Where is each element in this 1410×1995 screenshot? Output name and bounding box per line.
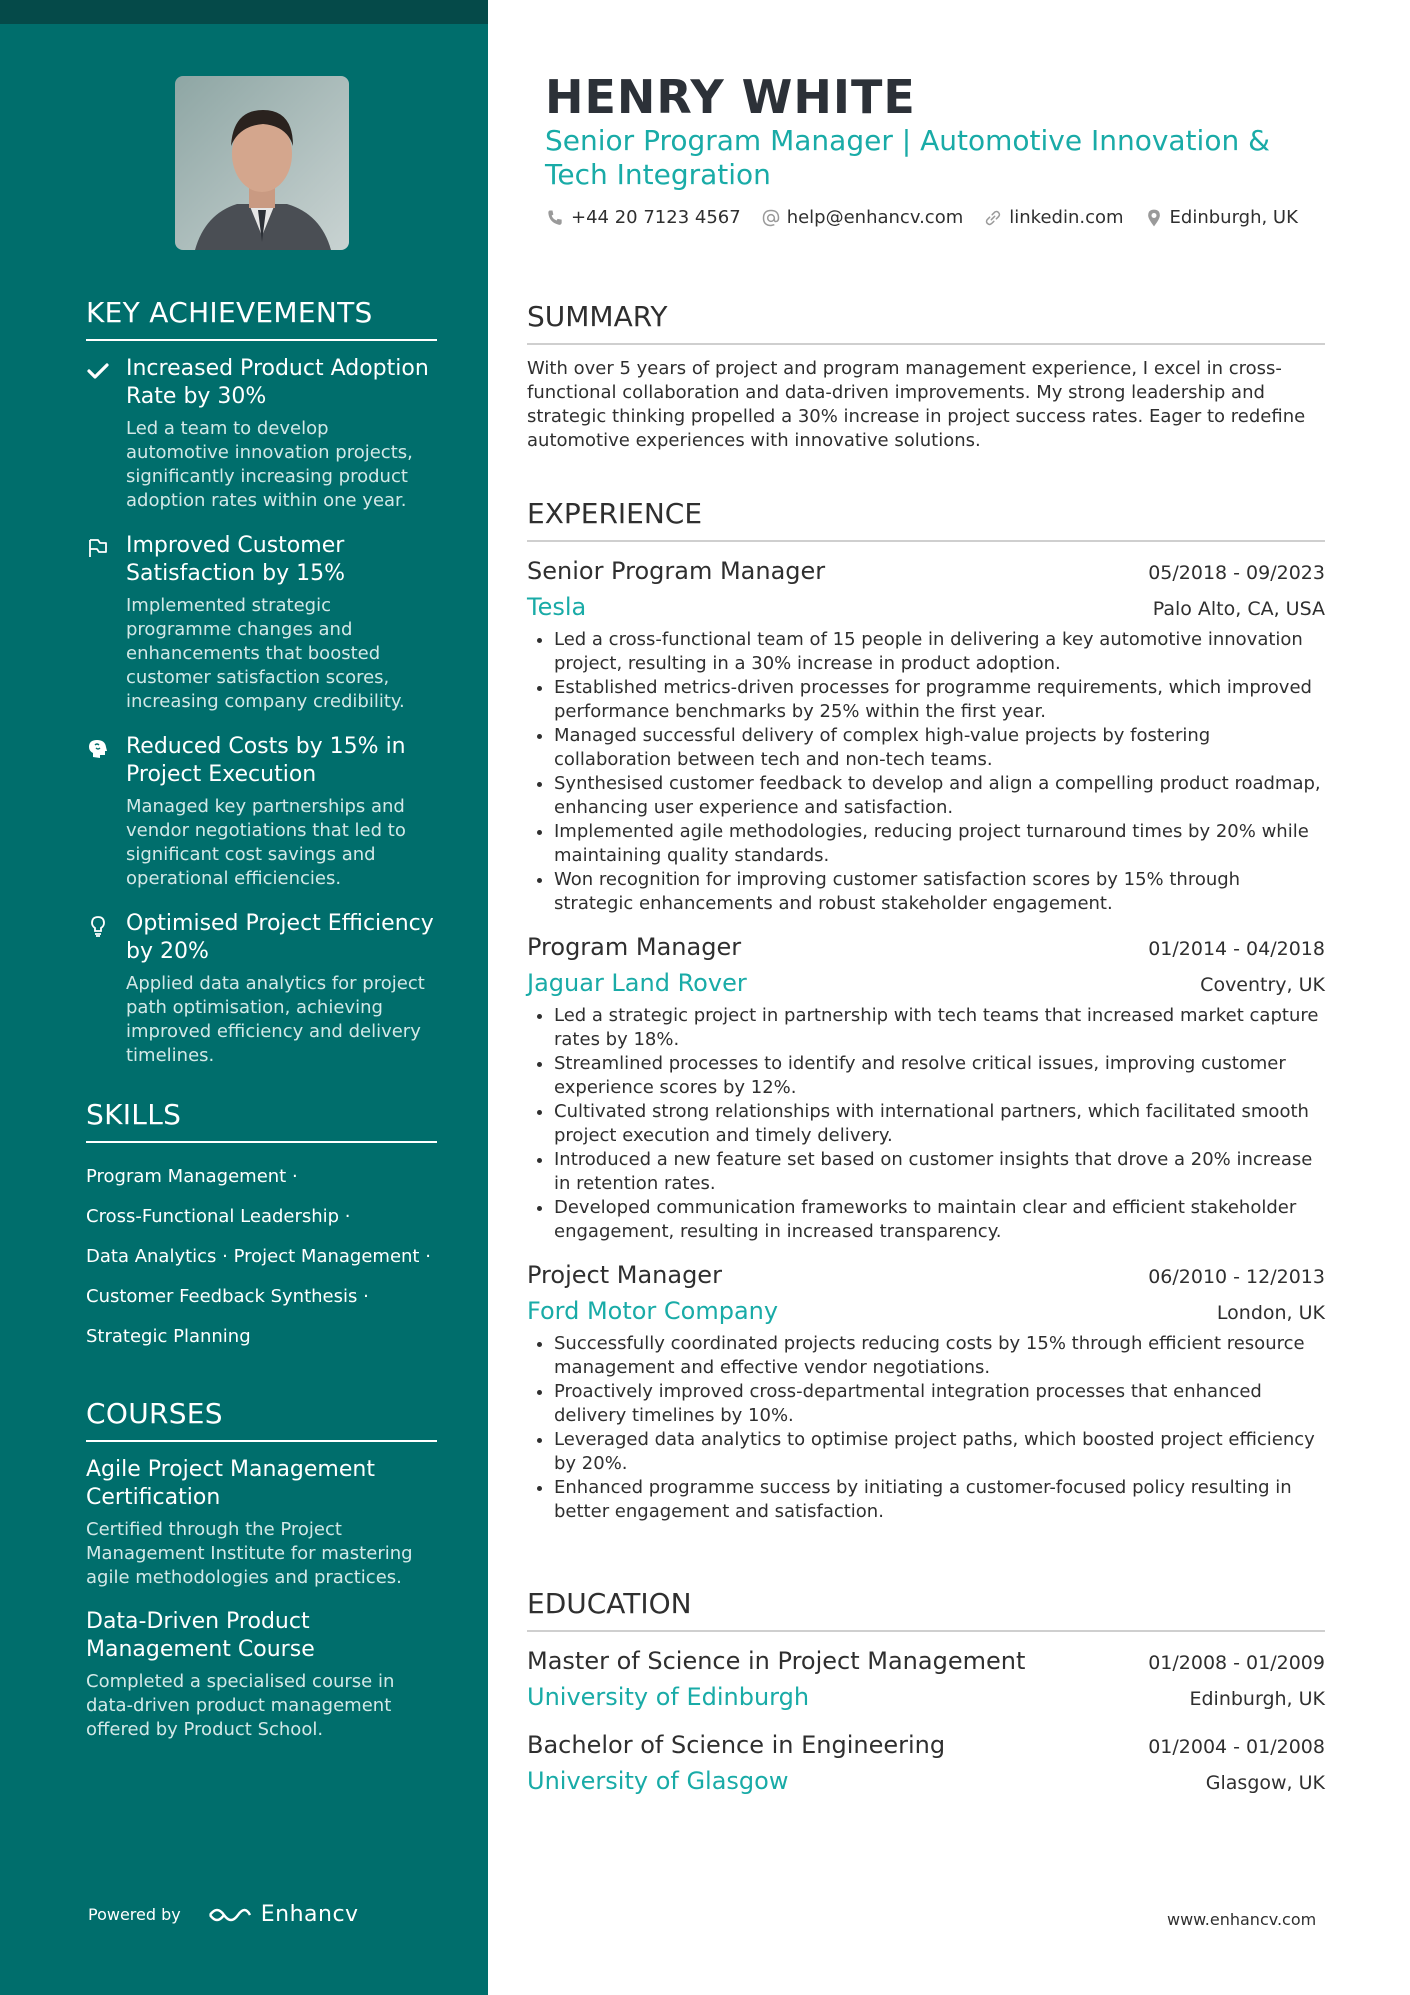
skill-item: Strategic Planning [86, 1326, 251, 1347]
job-title: Program Manager [527, 933, 742, 961]
sidebar-top-bar [0, 0, 488, 24]
email-text: help@enhancv.com [786, 207, 964, 228]
achievement-desc: Led a team to develop automotive innovation projects, significantly increasing product adoption rates within one year. [126, 418, 413, 511]
course-desc: Certified through the Project Management Institute for mastering agile methodologies and practices. [86, 1519, 413, 1588]
enhancv-brand: Enhancv [260, 1902, 359, 1927]
job-bullet: • Led a strategic project in partnership with tech teams that increased market capture rates by 18%. [554, 1004, 1325, 1052]
summary-text: With over 5 years of project and program management experience, I excel in cross-functional collaboration and data-driven improvements. My strong leadership and strategic thinking propelled a 30% increase in project success rates. Eager to redefine automotive experiences with innovative solutions. [527, 358, 1306, 451]
edu-dates: 01/2004 - 01/2008 [1148, 1736, 1325, 1758]
job-bullets [527, 1004, 1325, 1244]
job-bullet: • Won recognition for improving customer satisfaction scores by 15% through strategic enhancements and robust stakeholder engagement. [554, 868, 1325, 916]
achievement-desc: Applied data analytics for project path optimisation, achieving improved efficiency and delivery timelines. [126, 973, 425, 1066]
achievement-item [86, 532, 437, 714]
summary-heading: SUMMARY [527, 300, 1325, 345]
job-location: London, UK [1216, 1302, 1325, 1324]
skills-list [86, 1157, 437, 1357]
achievement-desc: Managed key partnerships and vendor negotiations that led to significant cost savings and operational efficiencies. [126, 796, 406, 889]
brain-icon [86, 737, 110, 761]
job-dates: 01/2014 - 04/2018 [1148, 938, 1325, 960]
phone-icon [545, 208, 565, 228]
edu-degree: Master of Science in Project Management [527, 1647, 1026, 1675]
skills-heading: SKILLS [86, 1098, 437, 1143]
job-company: Ford Motor Company [527, 1297, 779, 1325]
edu-location: Edinburgh, UK [1189, 1688, 1325, 1710]
achievement-item [86, 733, 437, 891]
job-bullet: • Successfully coordinated projects reducing costs by 15% through efficient resource management and effective vendor negotiations. [554, 1332, 1325, 1380]
job-bullet: • Enhanced programme success by initiating a customer-focused policy resulting in better engagement and satisfaction. [554, 1476, 1325, 1524]
achievement-item [86, 355, 437, 513]
contact-email[interactable] [761, 207, 964, 228]
lightbulb-icon [86, 914, 110, 938]
course-item [86, 1608, 437, 1742]
sidebar [0, 0, 488, 1995]
courses-heading: COURSES [86, 1397, 437, 1442]
edu-degree: Bachelor of Science in Engineering [527, 1731, 946, 1759]
skill-item: Data Analytics · Project Management · [86, 1246, 431, 1267]
job-bullets [527, 628, 1325, 916]
job-title: Project Manager [527, 1261, 722, 1289]
candidate-name: HENRY WHITE [545, 70, 916, 124]
achievement-title: Optimised Project Efficiency by 20% [126, 911, 434, 964]
contact-phone[interactable] [545, 207, 741, 228]
flag-icon [86, 536, 110, 560]
job-entry [527, 1258, 1325, 1524]
skill-item: Customer Feedback Synthesis · [86, 1286, 369, 1307]
course-item [86, 1456, 437, 1590]
experience-section [527, 497, 1325, 1538]
edu-dates: 01/2008 - 01/2009 [1148, 1652, 1325, 1674]
job-bullet: • Cultivated strong relationships with international partners, which facilitated smooth project execution and timely delivery. [554, 1100, 1325, 1148]
job-location: Palo Alto, CA, USA [1152, 598, 1325, 620]
powered-by-label: Powered by [88, 1905, 181, 1924]
job-entry [527, 930, 1325, 1244]
education-section [527, 1587, 1325, 1812]
job-bullet: • Implemented agile methodologies, reducing project turnaround times by 20% while maintaining quality standards. [554, 820, 1325, 868]
job-company: Tesla [527, 593, 587, 621]
job-company: Jaguar Land Rover [527, 969, 747, 997]
job-bullet: • Leveraged data analytics to optimise project paths, which boosted project efficiency by 20%. [554, 1428, 1325, 1476]
course-desc: Completed a specialised course in data-driven product management offered by Product School. [86, 1671, 395, 1740]
location-pin-icon [1144, 208, 1164, 228]
contact-location [1144, 207, 1298, 228]
job-dates: 06/2010 - 12/2013 [1148, 1266, 1325, 1288]
achievement-title: Increased Product Adoption Rate by 30% [126, 356, 429, 409]
profile-photo [175, 76, 349, 250]
contact-linkedin[interactable] [983, 207, 1123, 228]
job-dates: 05/2018 - 09/2023 [1148, 562, 1325, 584]
job-bullet: • Managed successful delivery of complex high-value projects by fostering collaboration between tech and non-tech teams. [554, 724, 1325, 772]
enhancv-logo-icon [207, 1903, 253, 1927]
job-bullet: • Streamlined processes to identify and resolve critical issues, improving customer experience scores by 12%. [554, 1052, 1325, 1100]
powered-by [88, 1902, 359, 1927]
job-location: Coventry, UK [1200, 974, 1325, 996]
job-bullet: • Introduced a new feature set based on customer insights that drove a 20% increase in retention rates. [554, 1148, 1325, 1196]
job-title: Senior Program Manager [527, 557, 826, 585]
achievement-item [86, 910, 437, 1068]
education-heading: EDUCATION [527, 1587, 1325, 1632]
skill-item: Program Management · [86, 1166, 298, 1187]
experience-heading: EXPERIENCE [527, 497, 1325, 542]
summary-section [527, 300, 1325, 453]
edu-location: Glasgow, UK [1205, 1772, 1325, 1794]
edu-school: University of Glasgow [527, 1767, 789, 1795]
link-icon [983, 208, 1003, 228]
job-bullet: • Led a cross-functional team of 15 people in delivering a key automotive innovation project, resulting in a 30% increase in product adoption. [554, 628, 1325, 676]
job-bullet: • Proactively improved cross-departmental integration processes that enhanced delivery timelines by 10%. [554, 1380, 1325, 1428]
course-title: Data-Driven Product Management Course [86, 1609, 315, 1662]
job-bullet: • Synthesised customer feedback to develop and align a compelling product roadmap, enhancing user experience and satisfaction. [554, 772, 1325, 820]
education-entry [527, 1644, 1325, 1716]
achievement-title: Reduced Costs by 15% in Project Execution [126, 734, 406, 787]
at-icon [761, 208, 781, 228]
edu-school: University of Edinburgh [527, 1683, 810, 1711]
contact-row [545, 207, 1318, 228]
linkedin-text: linkedin.com [1009, 207, 1124, 228]
phone-text: +44 20 7123 4567 [571, 207, 741, 228]
candidate-role: Senior Program Manager | Automotive Innovation & Tech Integration [545, 124, 1270, 191]
achievement-title: Improved Customer Satisfaction by 15% [126, 533, 345, 586]
job-bullets [527, 1332, 1325, 1524]
achievements-heading: KEY ACHIEVEMENTS [86, 296, 437, 341]
check-icon [86, 359, 110, 383]
location-text: Edinburgh, UK [1169, 207, 1298, 228]
job-bullet: • Developed communication frameworks to maintain clear and efficient stakeholder engagement, resulting in increased transparency. [554, 1196, 1325, 1244]
job-bullet: • Established metrics-driven processes for programme requirements, which improved performance benchmarks by 25% within the first year. [554, 676, 1325, 724]
sidebar-content [86, 296, 437, 1760]
skill-item: Cross-Functional Leadership · [86, 1206, 351, 1227]
achievement-desc: Implemented strategic programme changes and enhancements that boosted customer satisfaction scores, increasing company credibility. [126, 595, 405, 712]
job-entry [527, 554, 1325, 916]
education-entry [527, 1728, 1325, 1800]
course-title: Agile Project Management Certification [86, 1457, 375, 1510]
footer-url[interactable]: www.enhancv.com [1167, 1910, 1317, 1929]
